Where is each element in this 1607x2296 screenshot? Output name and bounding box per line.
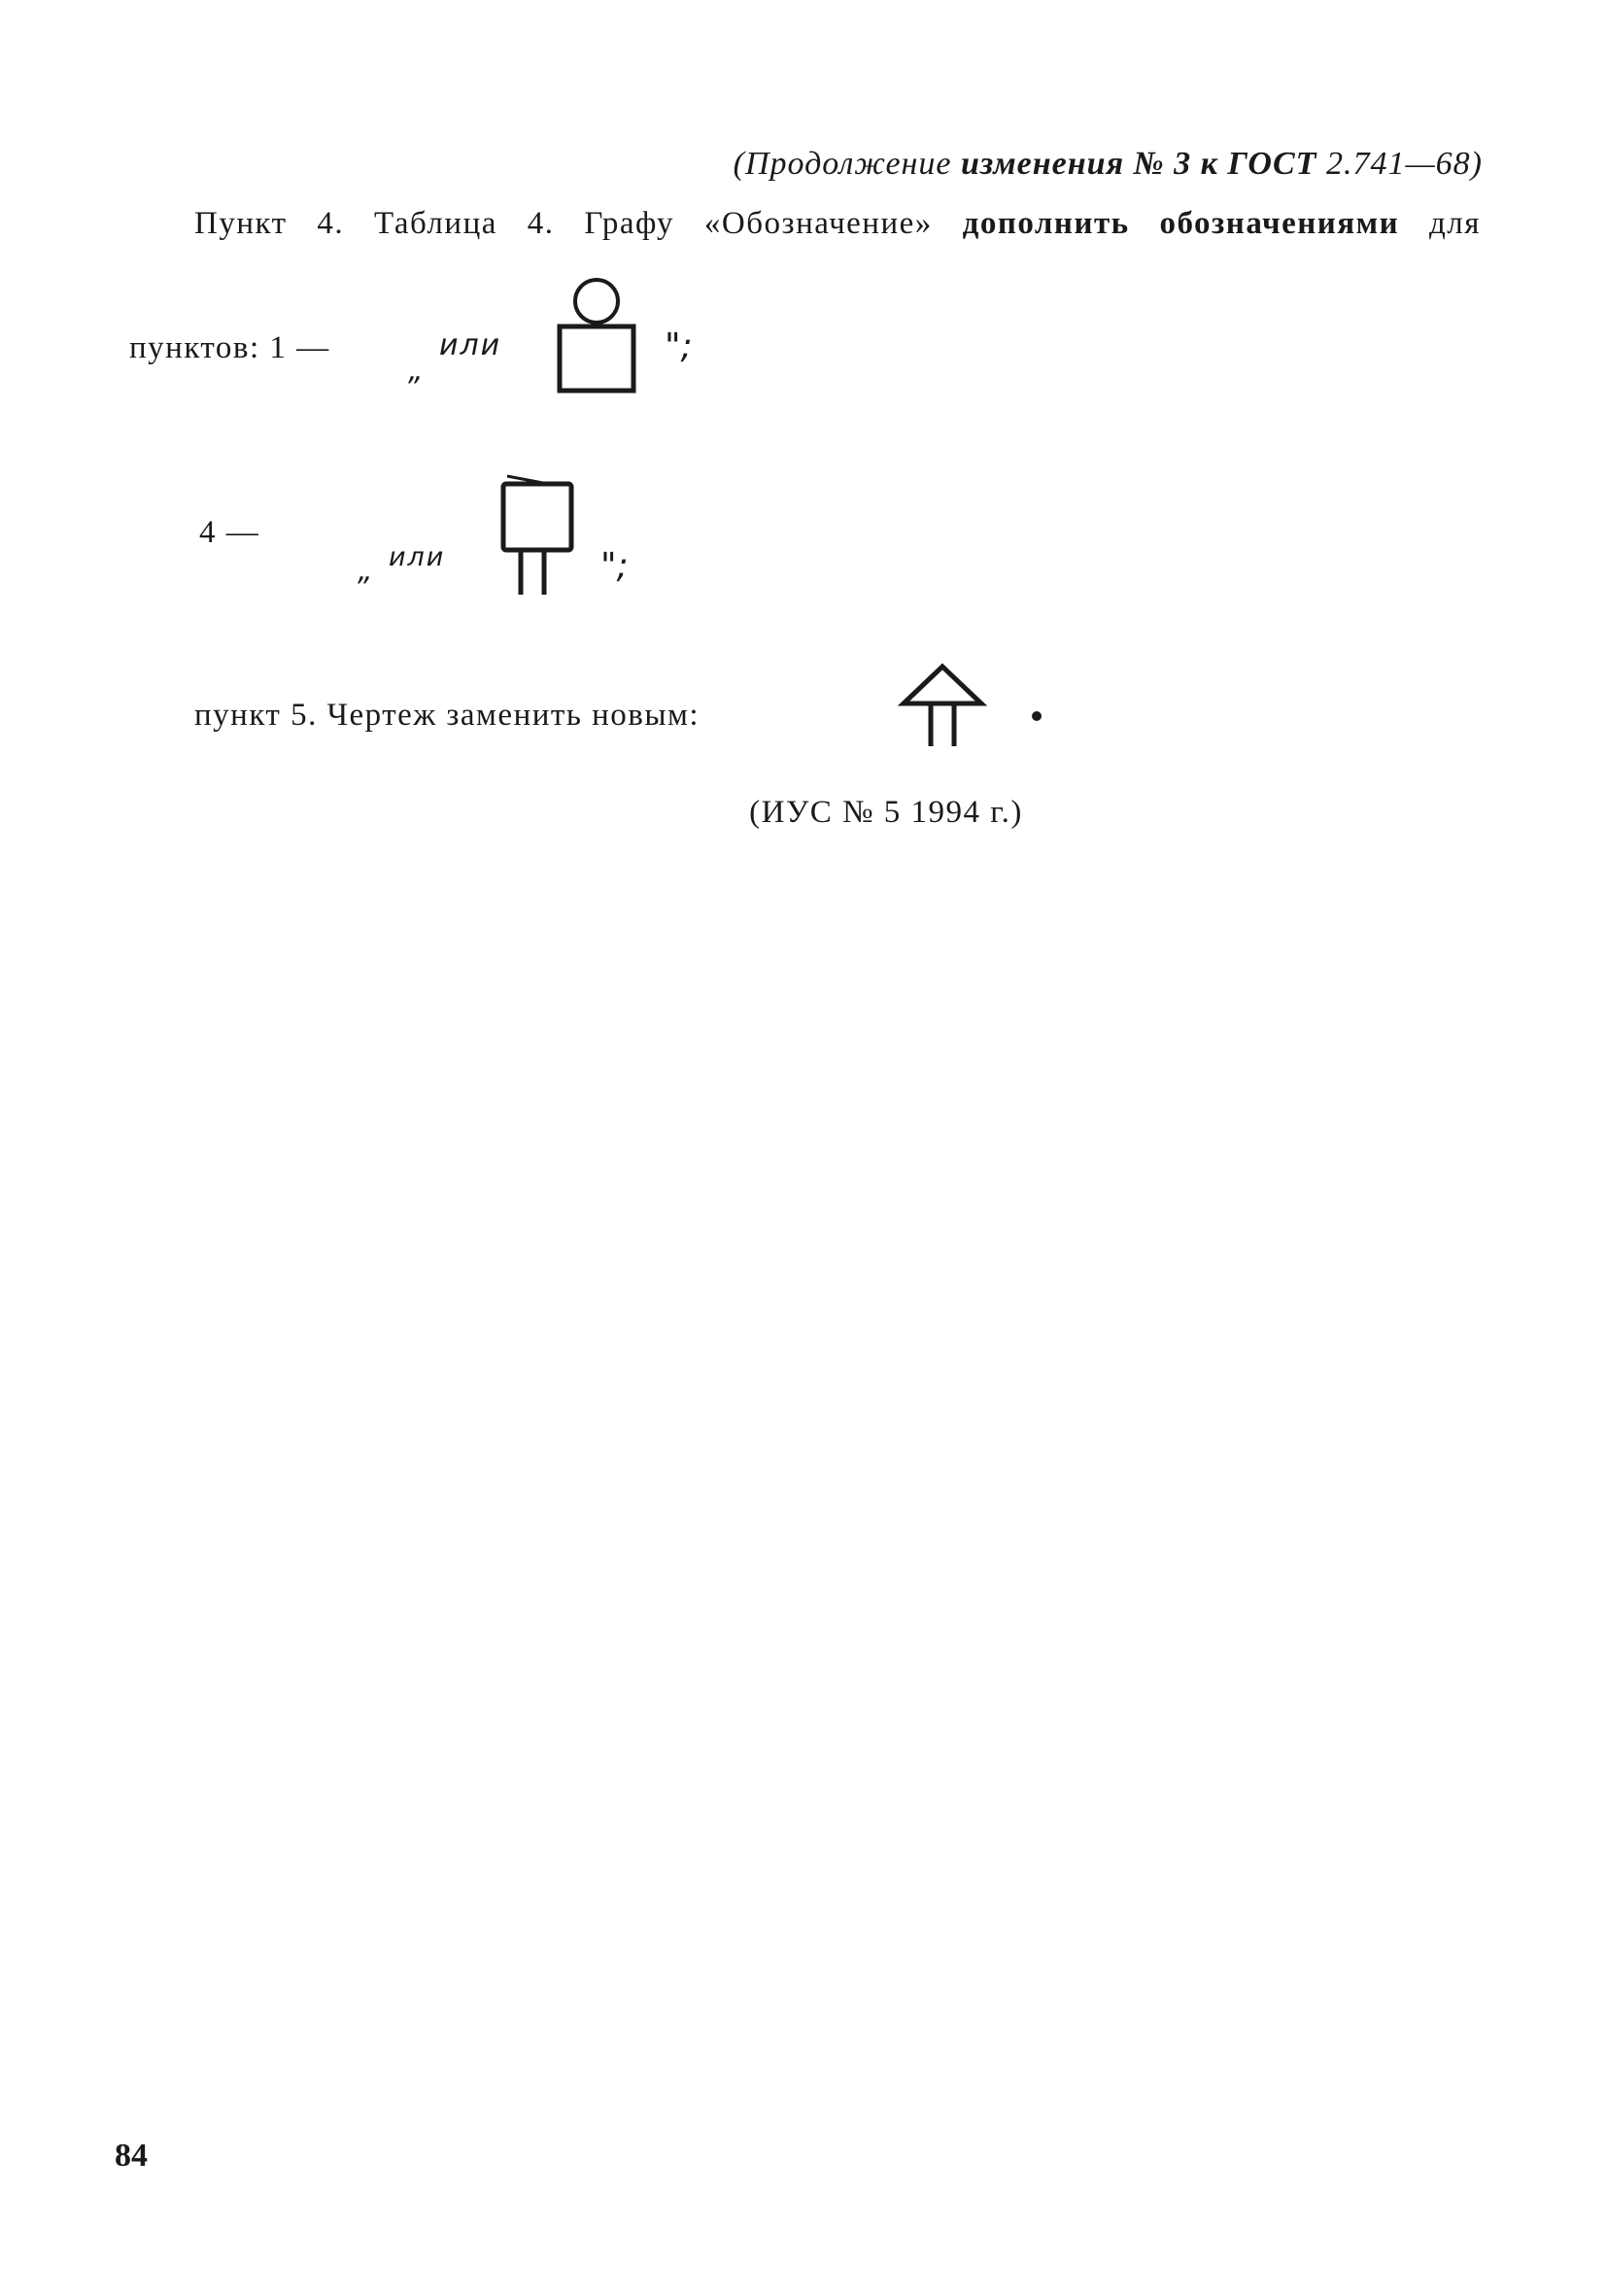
item4-alt-text: или bbox=[389, 542, 446, 572]
item1-quote-close: "; bbox=[665, 326, 693, 366]
paragraph-word: Таблица bbox=[373, 206, 497, 241]
paragraph-word: «Обозначение» bbox=[703, 206, 933, 241]
paragraph-bold-word: обозначениями bbox=[1159, 206, 1400, 241]
continuation-open: (Продолжение bbox=[733, 146, 962, 182]
continuation-tail: 2.741—68) bbox=[1316, 146, 1483, 182]
item4-prefix: 4 — bbox=[199, 515, 260, 550]
item1-quote-open: „ bbox=[408, 354, 424, 388]
item4-quote-open: „ bbox=[358, 554, 373, 588]
source-reference: (ИУС № 5 1994 г.) bbox=[749, 795, 1023, 830]
paragraph-bold-word: дополнить bbox=[962, 206, 1130, 241]
paragraph-word: Графу bbox=[584, 206, 675, 241]
paragraph-line bbox=[194, 206, 1481, 242]
paragraph-word: для bbox=[1429, 206, 1481, 241]
point5-text: пункт 5. Чертеж заменить новым: bbox=[194, 698, 701, 733]
page-number: 84 bbox=[115, 2138, 148, 2174]
continuation-bold: изменения № 3 к ГОСТ bbox=[961, 146, 1317, 182]
continuation-header bbox=[734, 146, 1483, 183]
item4-quote-close: "; bbox=[600, 546, 629, 586]
paragraph-word: Пункт bbox=[194, 206, 288, 241]
square-with-legs-symbol-icon bbox=[494, 470, 583, 600]
paragraph-word: 4. bbox=[527, 206, 555, 241]
circle-over-square-symbol-icon bbox=[552, 274, 641, 396]
paragraph-word: 4. bbox=[317, 206, 345, 241]
item1-prefix: пунктов: 1 — bbox=[129, 330, 330, 365]
trailing-dot bbox=[1032, 711, 1042, 721]
item1-alt-text: или bbox=[439, 328, 502, 362]
house-arrow-symbol-icon bbox=[896, 661, 989, 750]
